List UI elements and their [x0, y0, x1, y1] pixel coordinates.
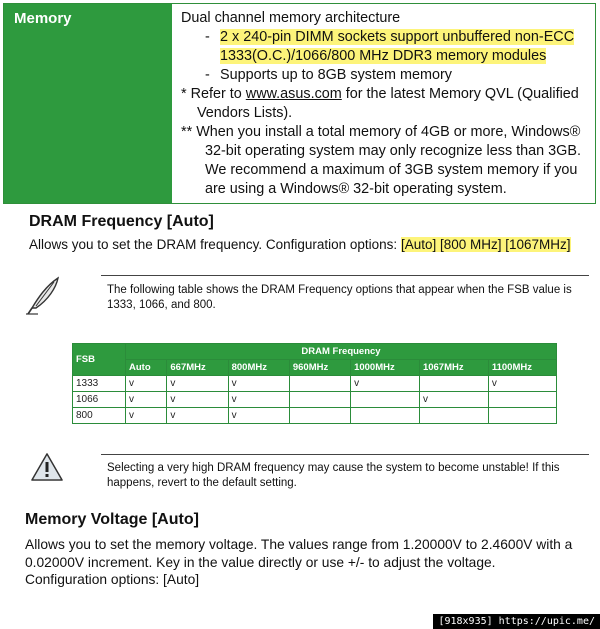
spec-bullet-cont — [181, 47, 589, 66]
fsb-cell: 1333 — [73, 376, 126, 392]
table-cell — [351, 392, 420, 408]
caution-divider — [101, 454, 589, 455]
spec-body: Dual channel memory architecture - 2 x 240-pin DIMM sockets support unbuffered non-ECC 1333(O.C.)/1066/800 MHz DDR3 memory modules - Supports up to 8GB system memory * Refer to www.asus.com for the latest Memory QVL (Qualified Vendors Lists). ** When you install a total memory of 4GB or more, Windows® 32-bit operating system may only recognize less than 3GB. We recommend a maximum of 3GB system memory if you are using a Windows® 32-bit operating system. — [172, 4, 595, 203]
dram-frequency-header: DRAM Frequency — [126, 344, 557, 360]
asus-link[interactable]: www.asus.com — [245, 86, 342, 102]
spec-reference: * Refer to www.asus.com for the latest Memory QVL (Qualified — [181, 86, 579, 102]
spec-line: Dual channel memory architecture — [181, 10, 401, 26]
table-cell — [289, 376, 350, 392]
warning-icon — [30, 451, 64, 483]
note-pen-icon — [24, 272, 64, 316]
spec-bullet: - Supports up to 8GB system memory — [205, 67, 452, 83]
spec-bullet: - 2 x 240-pin DIMM sockets support unbuffered non-ECC — [205, 29, 575, 45]
table-cell — [488, 408, 556, 424]
table-cell: v — [488, 376, 556, 392]
table-row — [73, 376, 557, 392]
table-cell — [289, 392, 350, 408]
memory-spec-table — [3, 3, 596, 204]
fsb-cell: 1066 — [73, 392, 126, 408]
table-cell: v — [419, 392, 488, 408]
watermark: [918x935] https://upic.me/ — [433, 614, 600, 629]
column-header: Auto — [126, 360, 167, 376]
column-header: 960MHz — [289, 360, 350, 376]
fsb-header: FSB — [73, 344, 126, 376]
dram-frequency-title: DRAM Frequency [Auto] — [29, 213, 214, 230]
table-cell — [419, 376, 488, 392]
table-row — [73, 392, 557, 408]
dram-frequency-desc: Allows you to set the DRAM frequency. Configuration options: [Auto] [800 MHz] [1067MHz] — [29, 237, 571, 252]
dram-frequency-table — [72, 343, 557, 424]
column-header: 1000MHz — [351, 360, 420, 376]
table-cell: v — [228, 408, 289, 424]
dram-options: [Auto] [800 MHz] [1067MHz] — [400, 237, 571, 252]
table-cell — [351, 408, 420, 424]
dram-note: The following table shows the DRAM Frequency options that appear when the FSB value is 1333, 1066, and 800. — [107, 284, 572, 311]
table-cell: v — [228, 376, 289, 392]
table-cell: v — [126, 392, 167, 408]
table-cell — [488, 392, 556, 408]
table-row — [73, 408, 557, 424]
table-cell: v — [167, 408, 228, 424]
table-cell: v — [167, 392, 228, 408]
column-header: 1100MHz — [488, 360, 556, 376]
table-cell: v — [126, 376, 167, 392]
memory-voltage-title: Memory Voltage [Auto] — [25, 511, 199, 528]
table-cell: v — [351, 376, 420, 392]
spec-warning: ** When you install a total memory of 4GB or more, Windows® — [181, 124, 581, 140]
column-header: 667MHz — [167, 360, 228, 376]
fsb-cell: 800 — [73, 408, 126, 424]
table-cell — [289, 408, 350, 424]
column-header: 1067MHz — [419, 360, 488, 376]
highlighted-text: 1333(O.C.)/1066/800 MHz DDR3 memory modules — [220, 48, 547, 64]
memory-voltage-desc: Allows you to set the memory voltage. The values range from 1.20000V to 2.4600V with a 0.02000V increment. Key in the value directly or use +/- to adjust the voltage. Configuration options: [Auto] — [25, 537, 573, 587]
caution-text: Selecting a very high DRAM frequency may cause the system to become unstable! If this happens, revert to the default setting. — [107, 462, 560, 489]
spec-label: Memory — [4, 4, 172, 203]
highlighted-text: 2 x 240-pin DIMM sockets support unbuffered non-ECC — [220, 29, 575, 45]
table-cell — [419, 408, 488, 424]
column-header: 800MHz — [228, 360, 289, 376]
table-cell: v — [126, 408, 167, 424]
table-cell: v — [167, 376, 228, 392]
table-cell: v — [228, 392, 289, 408]
note-divider — [101, 275, 589, 276]
